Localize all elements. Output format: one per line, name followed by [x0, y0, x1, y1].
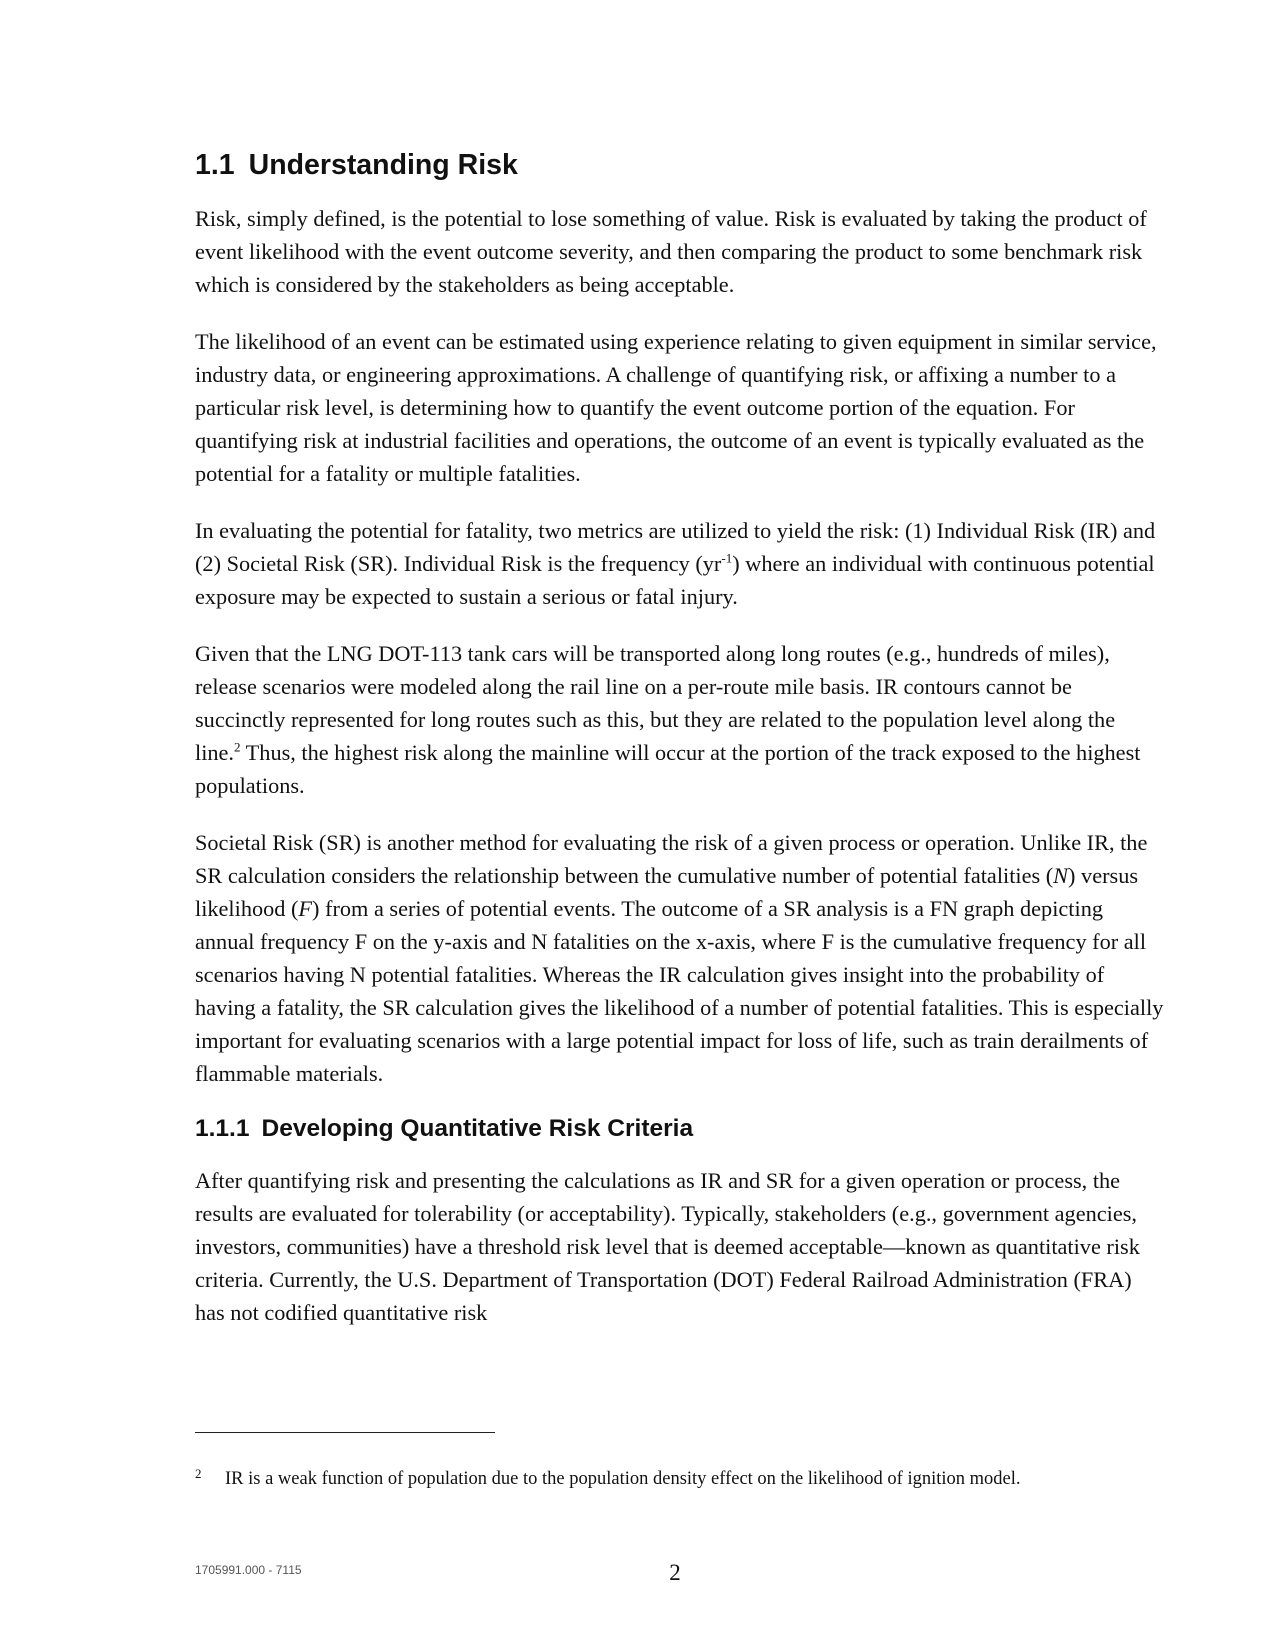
paragraph-sr-part-b: ) versus likelihood ( — [195, 863, 1139, 921]
page-number: 2 — [669, 1560, 681, 1585]
paragraph-routes-part-a: Given that the LNG DOT-113 tank cars will be transported along long routes (e.g., hundreds of miles), release scenarios were modeled along the rail line on a per-route mile basis. IR contours cannot be succinctly represented for long routes such as this, but they are related to the population level along the line. — [195, 641, 1116, 765]
paragraph-metrics-part-a: In evaluating the potential for fatality, two metrics are utilized to yield the risk: (1) Individual Risk (IR) and (2) Societal Risk (SR). Individual Risk is the frequency (yr — [195, 518, 1156, 576]
subsection-number: 1.1.1 — [195, 1115, 250, 1142]
paragraph-metrics-part-b: ) where an individual with continuous potential exposure may be expected to sustain a serious or fatal injury. — [195, 551, 1155, 609]
subsection-title-text: Developing Quantitative Risk Criteria — [261, 1115, 694, 1142]
paragraph-routes — [195, 637, 1165, 802]
italic-f: F — [298, 896, 313, 921]
footnote-reference-2: 2 — [234, 739, 241, 755]
subsection-heading — [195, 1114, 1165, 1144]
paragraph-metrics — [195, 514, 1165, 613]
document-id: 1705991.000 - 7115 — [195, 1563, 302, 1577]
footnote-text: IR is a weak function of population due to the population density effect on the likelihood of ignition model. — [225, 1469, 1021, 1489]
paragraph-likelihood: The likelihood of an event can be estimated using experience relating to given equipment in similar service, industry data, or engineering approximations. A challenge of quantifying risk, or affixing a number to a particular risk level, is determining how to quantify the event outcome portion of the equation. For quantifying risk at industrial facilities and operations, the outcome of an event is typically evaluated as the potential for a fatality or multiple fatalities. — [195, 329, 1157, 486]
section-heading — [195, 148, 1165, 182]
paragraph-sr-part-a: Societal Risk (SR) is another method for evaluating the risk of a given process or operation. Unlike IR, the SR calculation considers the relationship between the cumulative number of potential fatalities ( — [195, 830, 1148, 888]
footnote-mark: 2 — [195, 1466, 202, 1481]
section-title-text: Understanding Risk — [248, 149, 518, 181]
italic-n: N — [1053, 863, 1069, 888]
paragraph-sr-part-c: ) from a series of potential events. The outcome of a SR analysis is a FN graph depicting annual frequency F on the y-axis and N fatalities on the x-axis, where F is the cumulative frequency for all scenarios having N potential fatalities. Whereas the IR calculation gives insight into the probability of having a fatality, the SR calculation gives the likelihood of a number of potential fatalities. This is especially important for evaluating scenarios with a large potential impact for loss of life, such as train derailments of flammable materials. — [195, 896, 1164, 1086]
footnote-divider — [195, 1432, 495, 1433]
footnote — [195, 1462, 1155, 1491]
paragraph-routes-part-b: Thus, the highest risk along the mainline will occur at the portion of the track exposed to the highest populations. — [195, 740, 1141, 798]
section-number: 1.1 — [195, 149, 235, 181]
page-content — [195, 148, 1165, 1353]
paragraph-risk-definition: Risk, simply defined, is the potential to lose something of value. Risk is evaluated by taking the product of event likelihood with the event outcome severity, and then comparing the product to some benchmark risk which is considered by the stakeholders as being acceptable. — [195, 206, 1147, 297]
paragraph-criteria: After quantifying risk and presenting the calculations as IR and SR for a given operation or process, the results are evaluated for tolerability (or acceptability). Typically, stakeholders (e.g., government agencies, investors, communities) have a threshold risk level that is deemed acceptable—known as quantitative risk criteria. Currently, the U.S. Department of Transportation (DOT) Federal Railroad Administration (FRA) has not codified quantitative risk — [195, 1168, 1140, 1325]
paragraph-societal-risk — [195, 826, 1165, 1090]
superscript-minus-one: -1 — [721, 550, 733, 566]
